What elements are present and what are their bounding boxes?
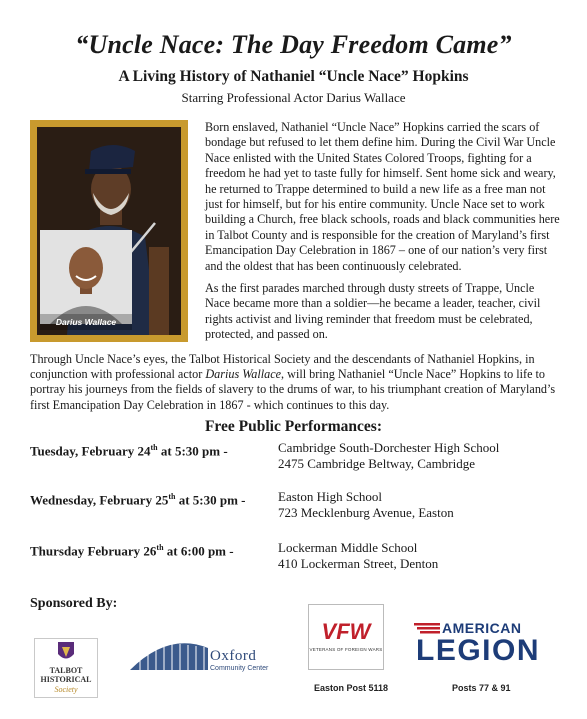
building-icon [128, 630, 210, 674]
vfw-logo [308, 604, 384, 670]
program-description [30, 352, 562, 413]
vfw-logo-text: VFW [321, 619, 371, 644]
performances-heading: Free Public Performances: [204, 418, 383, 435]
page-title: “Uncle Nace: The Day Freedom Came” [75, 30, 512, 59]
shield-icon [35, 639, 97, 665]
legion-caption: Posts 77 & 91 [452, 683, 511, 693]
description-part-2: , will bring Nathaniel “Uncle Nace” Hopkins to life to portray his journeys from the fields of slavery to the drums of war, to his triumphant creation of Maryland’s first Emancipation Day Celebration in 1867 - which continues to this day. [30, 367, 556, 412]
bio-text [205, 120, 560, 350]
legion-top-text: AMERICAN [442, 620, 522, 636]
bio-paragraph-2: As the first parades marched through dusty streets of Trappe, Uncle Nace became more than a soldier—he became a leader, teacher, civil rights activist and living reminder that freedom must be celebrated, protected, and passed on. [205, 281, 541, 342]
talbot-line-2: HISTORICAL [40, 675, 92, 684]
oxford-name: Oxford [210, 648, 257, 664]
talbot-historical-society-logo [34, 638, 98, 698]
actor-photo-frame [30, 120, 188, 342]
darius-wallace-caption: Darius Wallace [40, 314, 132, 330]
sponsored-by-label: Sponsored By: [30, 596, 118, 611]
description-actor-name: Darius Wallace [205, 367, 282, 382]
oxford-community-center-logo [128, 630, 288, 674]
talbot-line-1: TALBOT [49, 666, 83, 675]
starring-line: Starring Professional Actor Darius Wallace [181, 90, 406, 105]
bio-paragraph-1: Born enslaved, Nathaniel “Uncle Nace” Hopkins carried the scars of bondage but refused to let them define him. During the Civil War Uncle Nace enlisted with the United States Colored Troops, fighting for a freedom he had yet to taste fully for himself. Sent home sick and weary, he returned to Trappe determined to build a new life as a free man not just for himself, but for his entire community. Uncle Nace set to work building a Church, free black schools, roads and black communities here in Talbot County and is responsible for the creation of Maryland’s first Emancipation Day Celebration in 1867 – one of our nation’s very first and the oldest that has been continuously celebrated. [205, 120, 560, 273]
vfw-caption: Easton Post 5118 [314, 683, 389, 693]
performance-venue: Lockerman Middle School 410 Lockerman Street, Denton [278, 540, 439, 571]
page-subtitle: A Living History of Nathaniel “Uncle Nace” Hopkins [118, 68, 469, 85]
actor-headshot-icon [40, 230, 132, 324]
oxford-subtitle: Community Center [210, 665, 269, 672]
description-part-1: Through Uncle Nace’s eyes, the Talbot Historical Society and the descendants of Nathaniel Hopkins, in conjunction with professional actor [30, 352, 535, 382]
darius-wallace-photo [40, 230, 132, 324]
legion-bottom-text: LEGION [416, 634, 541, 667]
performance-date: Tuesday, February 24th at 5:30 pm - [30, 443, 228, 459]
american-legion-logo [414, 620, 544, 672]
performance-date: Wednesday, February 25th at 5:30 pm - [30, 492, 246, 508]
performance-venue: Cambridge South-Dorchester High School 2475 Cambridge Beltway, Cambridge [278, 440, 500, 471]
vfw-logo-subtext: VETERANS OF FOREIGN WARS [309, 647, 383, 652]
performance-venue: Easton High School 723 Mecklenburg Avenue, Easton [278, 489, 454, 520]
talbot-line-3: Society [54, 685, 78, 694]
performance-date: Thursday February 26th at 6:00 pm - [30, 543, 234, 559]
